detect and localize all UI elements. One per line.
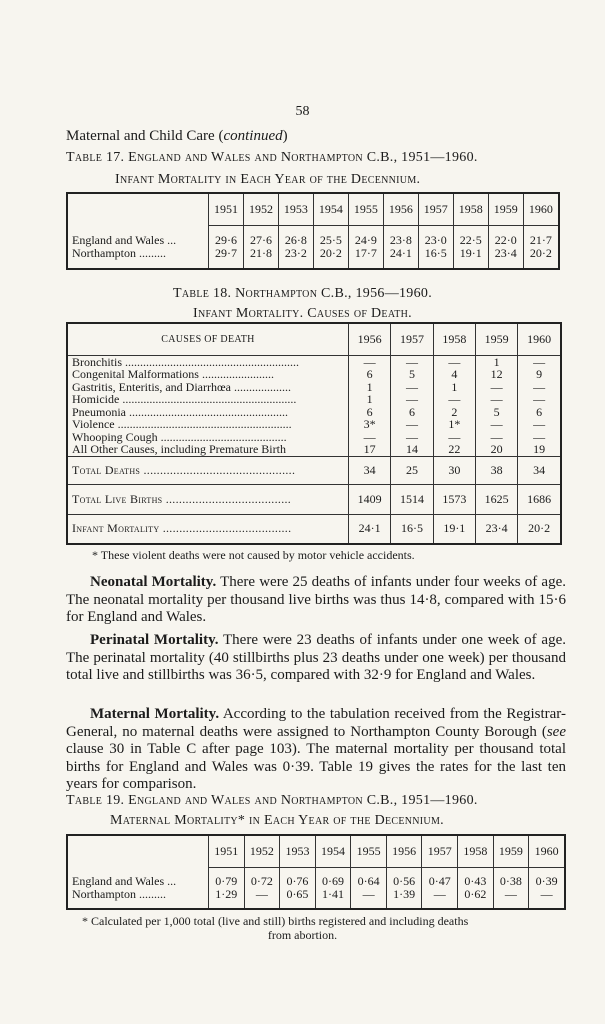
table18-total-deaths-value: 25 <box>391 456 433 484</box>
table19-value: 1·29 <box>215 886 238 901</box>
table18-value: — <box>533 417 546 431</box>
table18-value: 12 <box>490 367 503 381</box>
table17-row-labels <box>67 225 209 269</box>
table18-total-deaths-value: 34 <box>518 456 561 484</box>
paragraph-perinatal-text: There were 23 deaths of infants under one week of age. The perinatal mortality (40 stillbirths plus 23 deaths under one week) per thousand total live and stillbirths was 36·5, compared with 32·9 for England and Wales. <box>66 632 566 684</box>
paragraph-maternal-text-a: According to the tabulation received from the Registrar-General, no maternal deaths were assigned to Northampton County Borough ( <box>66 706 566 740</box>
table18-value: 6 <box>536 404 543 419</box>
table17-value: 20·2 <box>319 245 342 260</box>
table17-cell <box>348 225 383 269</box>
table18-cause-label: Whooping Cough .......................................... <box>72 429 287 444</box>
table18-year-1: 1957 <box>391 323 433 355</box>
table19-value: 0·62 <box>464 886 487 901</box>
table18-header-label: CAUSES OF DEATH <box>67 323 349 355</box>
table18-cause-label: All Other Causes, including Premature Birth <box>72 442 286 456</box>
table17-label-england: England and Wales ... <box>72 233 177 247</box>
table18-footnote: * These violent deaths were not caused by motor vehicle accidents. <box>92 548 415 562</box>
table18-year-4: 1960 <box>518 323 561 355</box>
table17-value: 17·7 <box>354 245 377 260</box>
table18-value: — <box>363 429 376 444</box>
table18-infant-mortality-value: 19·1 <box>433 514 475 544</box>
table18-value: 20 <box>490 442 503 456</box>
table17-cell <box>523 225 559 269</box>
table17-cell <box>418 225 453 269</box>
table18-caption-1: Table 18. Northampton C.B., 1956—1960. <box>172 286 432 301</box>
table18-value: — <box>405 354 418 369</box>
table19-value: — <box>255 886 268 901</box>
table19-label-northampton: Northampton ......... <box>72 886 166 901</box>
table18-cause-col <box>518 355 561 456</box>
table18-value: — <box>405 417 418 431</box>
table18-cause-labels <box>67 355 349 456</box>
table19-value: 0·72 <box>250 874 273 889</box>
table19-value: — <box>504 886 517 901</box>
table18-caption-2: Infant Mortality. Causes of Death. <box>193 306 412 321</box>
table17-year-8: 1959 <box>488 193 523 225</box>
table17-value: 22·5 <box>459 233 482 248</box>
table18 <box>66 322 562 545</box>
table18-value: 17 <box>363 442 376 456</box>
table19-year-2: 1953 <box>280 835 316 867</box>
table19-cell <box>493 867 529 909</box>
table18-live-births-value: 1686 <box>518 484 561 514</box>
table19-value: 0·69 <box>322 874 345 889</box>
table18-value: 4 <box>451 367 458 381</box>
table17-caption-1: Table 17. England and Wales and Northampton C.B., 1951—1960. <box>66 150 478 165</box>
table18-value: — <box>490 429 503 444</box>
table17-value: 24·1 <box>389 245 412 260</box>
table17-value: 23·2 <box>284 245 307 260</box>
table19-value: 0·64 <box>357 874 380 889</box>
paragraph-neonatal-heading: Neonatal Mortality. <box>90 574 217 590</box>
table18-cause-label: Congenital Malformations ........................ <box>72 367 274 381</box>
table18-value: — <box>490 392 503 406</box>
table18-live-births-value: 1625 <box>475 484 517 514</box>
table18-infant-mortality-value: 20·2 <box>518 514 561 544</box>
table19-value: — <box>362 886 375 901</box>
table19-caption-2: Maternal Mortality* in Each Year of the Decennium. <box>110 813 444 828</box>
table18-cause-col <box>433 355 475 456</box>
table17-value: 19·1 <box>459 245 482 260</box>
table18-value: — <box>490 417 503 431</box>
table18-value: 3* <box>363 417 376 431</box>
table19-cell <box>244 867 280 909</box>
table19 <box>66 834 566 910</box>
paragraph-neonatal <box>66 574 566 627</box>
table18-cause-col <box>349 355 391 456</box>
table18-value: — <box>533 354 546 369</box>
table17-cell <box>243 225 278 269</box>
table18-value: — <box>405 379 418 394</box>
table17-value: 23·8 <box>389 233 412 248</box>
table17-cell <box>278 225 313 269</box>
table17-year-9: 1960 <box>523 193 559 225</box>
table19-cell <box>386 867 422 909</box>
table17-year-6: 1957 <box>418 193 453 225</box>
table18-value: 9 <box>536 367 543 381</box>
page-number: 58 <box>295 104 310 119</box>
table18-value: — <box>533 379 546 394</box>
table19-year-5: 1956 <box>386 835 422 867</box>
table17-label-northampton: Northampton ......... <box>72 245 166 260</box>
table18-live-births-value: 1514 <box>391 484 433 514</box>
table18-value: — <box>448 429 461 444</box>
table18-infant-mortality-value: 24·1 <box>349 514 391 544</box>
table17-value: 23·0 <box>424 233 447 248</box>
paragraph-perinatal <box>66 632 566 685</box>
table18-live-births-label: Total Live Births ...................................... <box>67 484 349 514</box>
table19-year-9: 1960 <box>529 835 565 867</box>
table17-cell <box>383 225 418 269</box>
table18-total-deaths-value: 38 <box>475 456 517 484</box>
table18-year-0: 1956 <box>349 323 391 355</box>
table18-value: 14 <box>405 442 418 456</box>
table18-value: 1 <box>366 392 373 406</box>
table19-value: 0·43 <box>464 874 487 889</box>
running-head-italic: continued <box>223 128 283 144</box>
table18-cause-col <box>391 355 433 456</box>
table19-corner <box>67 835 209 867</box>
table17-corner <box>67 193 209 225</box>
running-head-main: Maternal and Child Care ( <box>66 128 224 144</box>
running-head-end: ) <box>282 128 288 144</box>
table18-value: 19 <box>533 442 546 456</box>
running-head <box>66 128 288 145</box>
table17-value: 29·7 <box>214 245 237 260</box>
table17-year-2: 1953 <box>278 193 313 225</box>
table18-value: — <box>405 429 418 444</box>
table19-cell <box>351 867 387 909</box>
table18-value: — <box>448 392 461 406</box>
table17-value: 21·8 <box>249 245 272 260</box>
table19-caption-1: Table 19. England and Wales and Northampton C.B., 1951—1960. <box>66 793 478 808</box>
table19-year-7: 1958 <box>458 835 494 867</box>
paragraph-maternal-text-b: clause 30 in Table C after page 103). The maternal mortality per thousand total births for England and Wales was 0·39. Table 19 gives the rates for the last ten years for comparison. <box>66 741 566 793</box>
paragraph-neonatal-text: There were 25 deaths of infants under four weeks of age. The neonatal mortality per thousand live births was thus 14·8, compared with 15·6 for England and Wales. <box>66 574 566 626</box>
table18-cause-label: Homicide .......................................................... <box>72 392 297 406</box>
table18-infant-mortality-value: 16·5 <box>391 514 433 544</box>
table17-year-4: 1955 <box>348 193 383 225</box>
table19-value: 0·76 <box>286 874 309 889</box>
table18-infant-mortality-label: Infant Mortality ....................................... <box>72 521 292 536</box>
table18-value: 6 <box>366 404 373 419</box>
table18-value: 2 <box>451 404 458 419</box>
table17-cell <box>453 225 488 269</box>
table18-value: — <box>490 379 503 394</box>
table19-row-labels <box>67 867 209 909</box>
table19-year-0: 1951 <box>209 835 245 867</box>
table18-infant-mortality-value: 23·4 <box>475 514 517 544</box>
table19-footnote-2: from abortion. <box>267 928 338 942</box>
table17-value: 23·4 <box>494 245 517 260</box>
table18-value: — <box>533 392 546 406</box>
table18-value: 6 <box>366 367 373 381</box>
table18-value: 1* <box>448 417 461 431</box>
table18-value: — <box>405 392 418 406</box>
table17-value: 26·8 <box>284 233 307 248</box>
table17-value: 20·2 <box>529 245 552 260</box>
table19-value: — <box>433 886 446 901</box>
table19-cell <box>315 867 351 909</box>
table17-year-3: 1954 <box>313 193 348 225</box>
paragraph-maternal-italic: see <box>546 723 566 740</box>
table17-value: 27·6 <box>249 233 272 248</box>
table18-value: 5 <box>408 367 415 381</box>
table18-value: — <box>363 354 376 369</box>
table19-footnote-1: * Calculated per 1,000 total (live and still) births registered and including deaths <box>82 914 469 928</box>
table19-cell <box>422 867 458 909</box>
table19-cell <box>209 867 245 909</box>
table17-value: 29·6 <box>214 233 237 248</box>
table18-value: 6 <box>408 404 415 419</box>
table18-value: 22 <box>448 442 461 456</box>
table18-cause-label: Violence .......................................................... <box>72 417 292 431</box>
table18-live-births-value: 1409 <box>349 484 391 514</box>
table19-cell <box>529 867 565 909</box>
table19-year-6: 1957 <box>422 835 458 867</box>
table19-cell <box>458 867 494 909</box>
table19-cell <box>280 867 316 909</box>
table17-value: 24·9 <box>354 233 377 248</box>
table19-value: 0·79 <box>215 874 238 889</box>
table19-value: 1·39 <box>393 886 416 901</box>
table18-value: 5 <box>493 404 500 419</box>
table17-value: 21·7 <box>529 233 552 248</box>
table19-value: 0·47 <box>428 874 451 889</box>
table17 <box>66 192 560 270</box>
table17-year-0: 1951 <box>209 193 244 225</box>
table17-cell <box>488 225 523 269</box>
table17-year-1: 1952 <box>243 193 278 225</box>
table18-live-births-value: 1573 <box>433 484 475 514</box>
table18-value: — <box>533 429 546 444</box>
table19-value: 0·56 <box>393 874 416 889</box>
table18-total-deaths-label: Total Deaths .............................................. <box>67 456 349 484</box>
table19-value: 0·65 <box>286 886 309 901</box>
table18-total-deaths-value: 30 <box>433 456 475 484</box>
table19-value: 0·38 <box>499 874 522 889</box>
table17-value: 22·0 <box>494 233 517 248</box>
table19-label-england: England and Wales ... <box>72 874 177 888</box>
table18-cause-label: Bronchitis .......................................................... <box>72 354 299 369</box>
table18-cause-col <box>475 355 517 456</box>
table18-value: 1 <box>366 379 373 394</box>
table19-value: 1·41 <box>322 886 345 901</box>
table19-year-4: 1955 <box>351 835 387 867</box>
table19-value: — <box>540 886 553 901</box>
paragraph-maternal <box>66 706 566 794</box>
table19-year-3: 1954 <box>315 835 351 867</box>
table17-value: 16·5 <box>424 245 447 260</box>
table17-caption-2: Infant Mortality in Each Year of the Decennium. <box>115 172 421 187</box>
table17-cell <box>313 225 348 269</box>
table18-total-deaths-value: 34 <box>349 456 391 484</box>
table17-year-7: 1958 <box>453 193 488 225</box>
paragraph-perinatal-heading: Perinatal Mortality. <box>90 632 219 648</box>
table17-cell <box>209 225 244 269</box>
table18-cause-label: Gastritis, Enteritis, and Diarrhœa ................... <box>72 379 291 394</box>
table19-year-1: 1952 <box>244 835 280 867</box>
paragraph-maternal-heading: Maternal Mortality. <box>90 706 220 722</box>
table17-year-5: 1956 <box>383 193 418 225</box>
table18-year-3: 1959 <box>475 323 517 355</box>
table18-value: — <box>448 354 461 369</box>
table19-year-8: 1959 <box>493 835 529 867</box>
table18-year-2: 1958 <box>433 323 475 355</box>
table19-value: 0·39 <box>535 874 558 889</box>
table18-cause-label: Pneumonia ..................................................... <box>72 404 288 419</box>
table18-value: 1 <box>451 379 458 394</box>
table18-value: 1 <box>493 354 500 369</box>
table17-value: 25·5 <box>319 233 342 248</box>
